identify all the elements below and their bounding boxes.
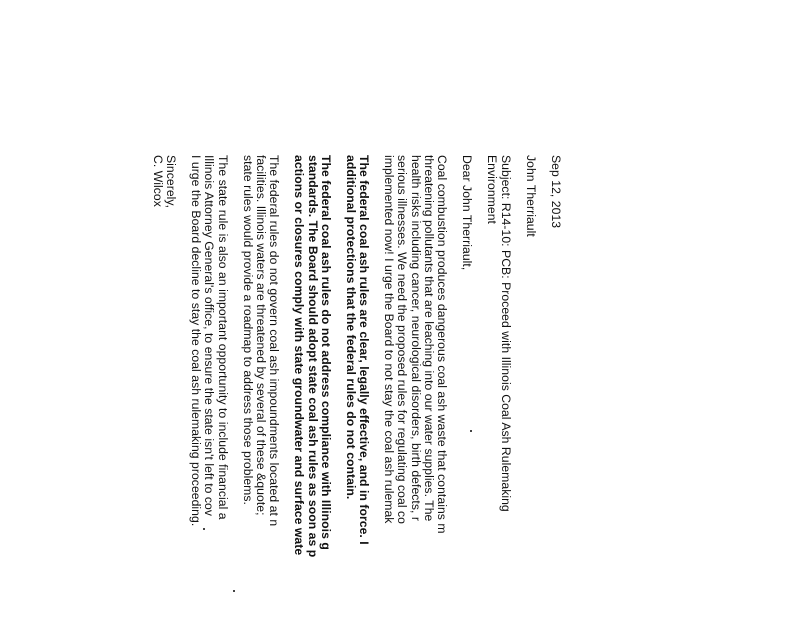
paragraph-1 [382, 155, 448, 618]
scan-speck [203, 528, 205, 530]
paragraph-5 [202, 155, 228, 618]
paragraph-line: The federal coal ash rules do not address compliance with Illinois g [318, 155, 333, 550]
paragraph-4 [241, 155, 281, 618]
paragraph-line: The federal rules do not govern coal ash impoundments located at n [267, 155, 282, 527]
paragraph-line: The state rule is also an important opportunity to include financial a [215, 155, 230, 520]
paragraph-line: implemented now! I urge the Board to not stay the coal ash rulemak [382, 155, 397, 524]
paragraph-line: Coal combustion produces dangerous coal ash waste that contains m [435, 155, 450, 534]
paragraph-line: state rules would provide a roadmap to address those problems. [240, 155, 255, 505]
scan-speck [233, 590, 235, 592]
paragraph-line: facilities. Illinois waters are threatened by several of these &quote; [254, 155, 268, 516]
letter-closing: Sincerely, [164, 155, 179, 209]
paragraph-line: additional protections that the federal rules do not contain. [343, 155, 358, 500]
letter-subject-line-2: Environment [485, 155, 500, 224]
paragraph-line: health risks including cancer, neurological disorders, birth defects, r [408, 155, 423, 521]
paragraph-line: threatening pollutants that are leaching into our water supplies. The [421, 155, 436, 522]
letter-body [150, 155, 563, 618]
scan-speck [470, 430, 472, 432]
letter-salutation: Dear John Therriault, [460, 155, 475, 271]
paragraph-line: Illinois Attorney General's office, to ensure the state isn't left to cov [202, 155, 217, 517]
letter-date: Sep 12, 2013 [549, 155, 563, 229]
letter-recipient: John Therriault [523, 155, 538, 237]
paragraph-6: I urge the Board decline to stay the coal ash rulemaking proceeding. [189, 155, 204, 527]
paragraph-line: standards. The Board should adopt state coal ash rules as soon as p [305, 155, 320, 558]
paragraph-line: actions or closures comply with state groundwater and surface wate [292, 155, 307, 556]
paragraph-2 [344, 155, 370, 618]
paragraph-line: serious illnesses. We need the proposed rules for regulating coal co [395, 155, 410, 525]
letter-signature: C. Wilcox [150, 155, 165, 207]
paragraph-3 [292, 155, 332, 618]
letter-subject-line-1: Subject: R14-10: PCB: Proceed with Illinois Coal Ash Rulemaking [498, 155, 513, 512]
paragraph-line: The federal coal ash rules are clear, legally effective, and in force. I [357, 155, 372, 545]
